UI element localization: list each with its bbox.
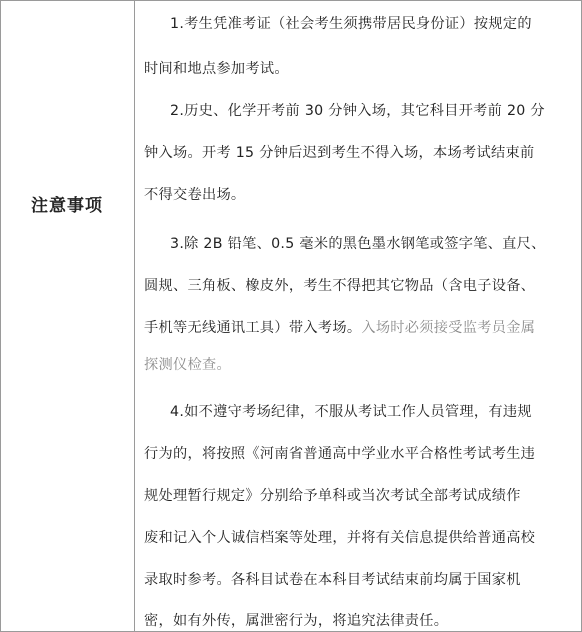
line-text: 时间和地点参加考试。: [144, 61, 289, 77]
content-line: [144, 569, 521, 589]
label-cell: [1, 1, 135, 631]
label-text: 注意事项: [31, 196, 103, 216]
content-line: [144, 317, 535, 337]
content-line: [144, 485, 521, 505]
content-line: [144, 527, 535, 547]
content-line: [170, 401, 532, 421]
line-text: 不得交卷出场。: [144, 187, 246, 203]
content-line: [144, 354, 231, 374]
line-text: 2.历史、化学开考前 30 分钟入场，其它科目开考前 20 分: [170, 103, 545, 119]
content-line: [144, 275, 535, 295]
line-text: 1.考生凭准考证（社会考生须携带居民身份证）按规定的: [170, 16, 532, 32]
line-text: 圆规、三角板、橡皮外，考生不得把其它物品（含电子设备、: [144, 278, 536, 294]
content-line: [170, 13, 532, 33]
line-text: 手机等无线通讯工具）带入考场。: [144, 320, 362, 336]
line-text: 3.除 2B 铅笔、0.5 毫米的黑色墨水钢笔或签字笔、直尺、: [170, 236, 546, 252]
content-line: [170, 233, 546, 253]
content-line: [144, 610, 448, 630]
line-text: 密，如有外传，属泄密行为，将追究法律责任。: [144, 613, 449, 629]
content-line: [144, 184, 245, 204]
content-line: [170, 100, 545, 120]
content-line: [144, 58, 289, 78]
line-text: 录取时参考。各科目试卷在本科目考试结束前均属于国家机: [144, 572, 521, 588]
line-text: 探测仪检查。: [144, 357, 231, 373]
content-line: [144, 443, 535, 463]
line-text: 钟入场。开考 15 分钟后迟到考生不得入场，本场考试结束前: [144, 145, 535, 161]
content-cell: [136, 1, 581, 631]
line-text: 废和记入个人诚信档案等处理，并将有关信息提供给普通高校: [144, 530, 536, 546]
line-tail-text: 入场时必须接受监考员金属: [361, 320, 536, 336]
line-text: 4.如不遵守考场纪律，不服从考试工作人员管理，有违规: [170, 404, 532, 420]
line-text: 行为的，将按照《河南省普通高中学业水平合格性考试考生违: [144, 446, 536, 462]
content-line: [144, 142, 534, 162]
line-text: 规处理暂行规定》分别给予单科或当次考试全部考试成绩作: [144, 488, 521, 504]
